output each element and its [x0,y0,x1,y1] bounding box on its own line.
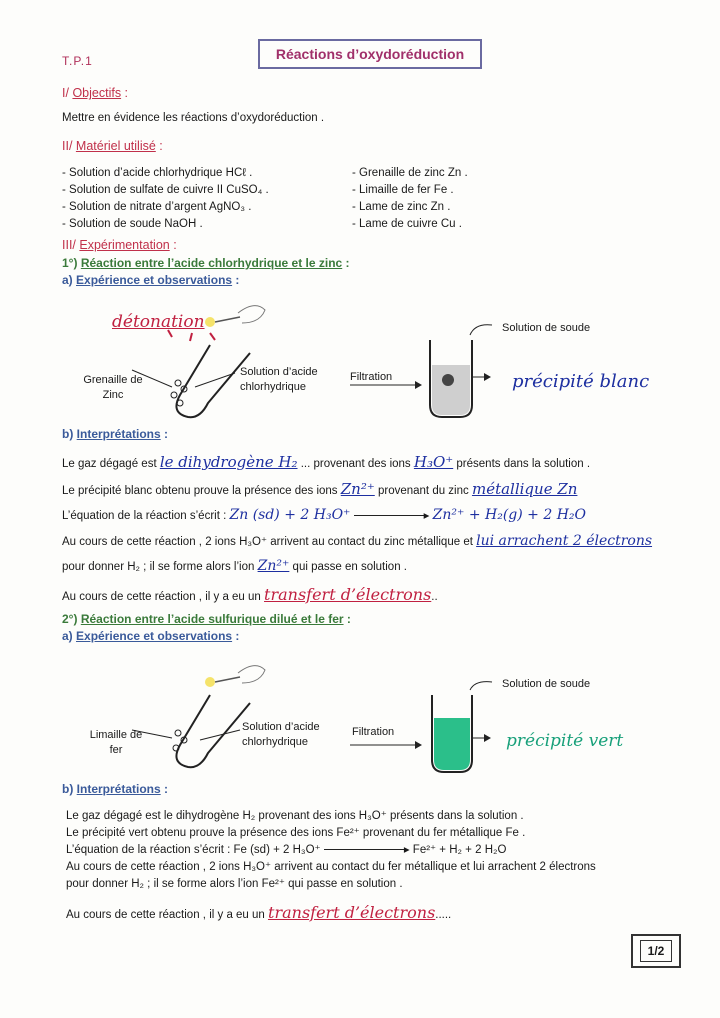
interp-2-line: Le précipité vert obtenu prouve la présence des ions Fe²⁺ provenant du fer métallique Fe . [66,827,526,839]
tp-label: T.P.1 [62,54,93,68]
interp-line-2 [62,480,577,498]
static-text: Le gaz dégagé est [62,458,157,470]
interp-2-line: L’équation de la réaction s’écrit : Fe (sd) + 2 H₃O⁺ ▸ Fe²⁺ + H₂ + 2 H₂O [66,844,507,856]
part-1-heading: 1°) Réaction entre l’acide chlorhydrique et le zinc : [62,256,350,270]
interp-line-6 [62,585,438,604]
static-text: ..... [435,909,452,921]
equation-reactants: L’équation de la réaction s’écrit : Fe (sd) + 2 H₃O⁺ [66,844,321,856]
part-2-heading: 2°) Réaction entre l’acide sulfurique dilué et le fer : [62,612,351,626]
page-number-box [631,934,681,968]
static-text: présents dans la solution . [456,458,591,470]
part-2a-heading: a) Expérience et observations : [62,629,240,643]
section-1-heading: I/ Objectifs : [62,86,129,100]
static-text: Au cours de cette réaction , 2 ions H₃O⁺ arrivent au contact du zinc métallique et [62,536,473,548]
list-item: - Solution d’acide chlorhydrique HCℓ . [62,167,253,179]
handwritten-answer: transfert d’électrons [268,903,436,922]
list-item: - Lame de zinc Zn . [352,201,451,213]
part-2-num: 2°) [62,612,78,626]
static-text: pour donner H₂ ; il se forme alors l’ion [62,561,255,573]
part-2b-num: b) [62,782,74,796]
figure-iron-experiment [60,650,660,780]
static-text: Au cours de cette réaction , il y a eu un [62,591,261,603]
part-2b-heading: b) Interprétations : [62,782,169,796]
handwritten-answer: transfert d’électrons [264,585,432,604]
interp-2-line: Au cours de cette réaction , 2 ions H₃O⁺ arrivent au contact du fer métallique et lui arrachent 2 électrons [66,861,596,873]
list-item: - Solution de soude NaOH . [62,218,203,230]
list-item: - Grenaille de zinc Zn . [352,167,468,179]
page-number: 1/2 [640,940,673,962]
precipite-blanc-label: précipité blanc [512,371,650,392]
reaction-arrow [324,849,404,850]
limaille-label: Limaille de fer [89,729,143,756]
part-2b-title: Interprétations [76,782,161,796]
part-1b-heading: b) Interprétations : [62,427,169,441]
static-text: qui passe en solution . [292,561,407,573]
static-text: Au cours de cette réaction , il y a eu un [66,909,265,921]
title-box [258,39,482,69]
reaction-arrow [354,515,424,516]
static-text: provenant du zinc [377,485,469,497]
interp-2-line-6 [66,903,451,922]
soude-label: Solution de soude [502,322,591,334]
grenaille-label: Grenaille de Zinc [83,374,143,401]
section-2-title: Matériel utilisé [75,139,156,153]
detonation-label: détonation [112,312,205,332]
part-2-title: Réaction entre l’acide sulfurique dilué et le fer [80,612,344,626]
interp-2-line: Le gaz dégagé est le dihydrogène H₂ provenant des ions H₃O⁺ présents dans la solution . [66,810,524,822]
interp-line-1: Le gaz dégagé est le dihydrogène H₂ ... provenant des ions H₃O⁺ présents dans la solution . [62,453,591,471]
section-3-title: Expérimentation [79,238,170,252]
part-1b-title: Interprétations [76,427,161,441]
equation-products: Fe²⁺ + H₂ + 2 H₂O [412,844,507,856]
part-1a-heading: a) Expérience et observations : [62,273,240,287]
part-2a-num: a) [62,629,73,643]
static-text: .. [431,591,438,603]
materiel-right-list [352,165,468,233]
materiel-left-list [62,165,269,233]
solution-acide-label: Solution d’acide chlorhydrique [240,366,318,393]
section-1-title: Objectifs [72,86,122,100]
static-text: Le précipité blanc obtenu prouve la présence des ions [62,485,338,497]
handwritten-answer: Zn²⁺ [340,480,375,498]
list-item: - Solution de sulfate de cuivre II CuSO₄ . [62,184,269,196]
handwritten-answer: Zn²⁺ [257,558,290,574]
handwritten-answer: Zn²⁺ + H₂(g) + 2 H₂O [432,507,586,523]
solution-acide-label: Solution d’acide chlorhydrique [242,721,320,748]
section-2-heading: II/ Matériel utilisé : [62,139,163,153]
interp-line-5 [62,558,407,574]
part-1-title: Réaction entre l’acide chlorhydrique et le zinc [80,256,343,270]
match-icon [205,306,265,327]
test-tube-2 [432,682,492,772]
static-text: provenant des ions [313,458,411,470]
interp-line-4 [62,533,652,549]
interp-line-3: L’équation de la réaction s’écrit : Zn (sd) + 2 H₃O⁺ ▸ Zn²⁺ + H₂(g) + 2 H₂O [62,507,586,523]
section-1-num: I/ [62,86,69,100]
interp-2-block [66,808,666,893]
section-3-num: III/ [62,238,76,252]
handwritten-answer: H₃O⁺ [413,453,454,471]
match-icon [205,666,265,687]
section-2-num: II/ [62,139,73,153]
static-text: L’équation de la réaction s’écrit : [62,510,227,522]
handwritten-answer: le dihydrogène H₂ [159,453,298,471]
handwritten-answer: métallique Zn [471,480,578,498]
part-1b-num: b) [62,427,74,441]
interp-2-line: pour donner H₂ ; il se forme alors l’ion Fe²⁺ qui passe en solution . [66,878,403,890]
precipite-vert-label: précipité vert [506,731,624,751]
filtration-label: Filtration [352,726,395,738]
soude-label: Solution de soude [502,678,591,690]
section-3-heading: III/ Expérimentation : [62,238,177,252]
objectif-text: Mettre en évidence les réactions d’oxydoréduction . [62,112,325,124]
test-tube-1 [173,695,250,767]
list-item: - Solution de nitrate d’argent AgNO₃ . [62,201,252,213]
handwritten-answer: Zn (sd) + 2 H₃O⁺ [229,507,351,523]
list-item: - Limaille de fer Fe . [352,184,454,196]
test-tube-2 [430,325,492,417]
part-2a-title: Expérience et observations [76,629,233,643]
part-1-num: 1°) [62,256,78,270]
handwritten-answer: lui arrachent 2 électrons [476,533,653,549]
filtration-label: Filtration [350,371,393,383]
part-1a-title: Expérience et observations [76,273,233,287]
list-item: - Lame de cuivre Cu . [352,218,462,230]
page-title: Réactions d’oxydoréduction [275,46,465,62]
part-1a-num: a) [62,273,73,287]
